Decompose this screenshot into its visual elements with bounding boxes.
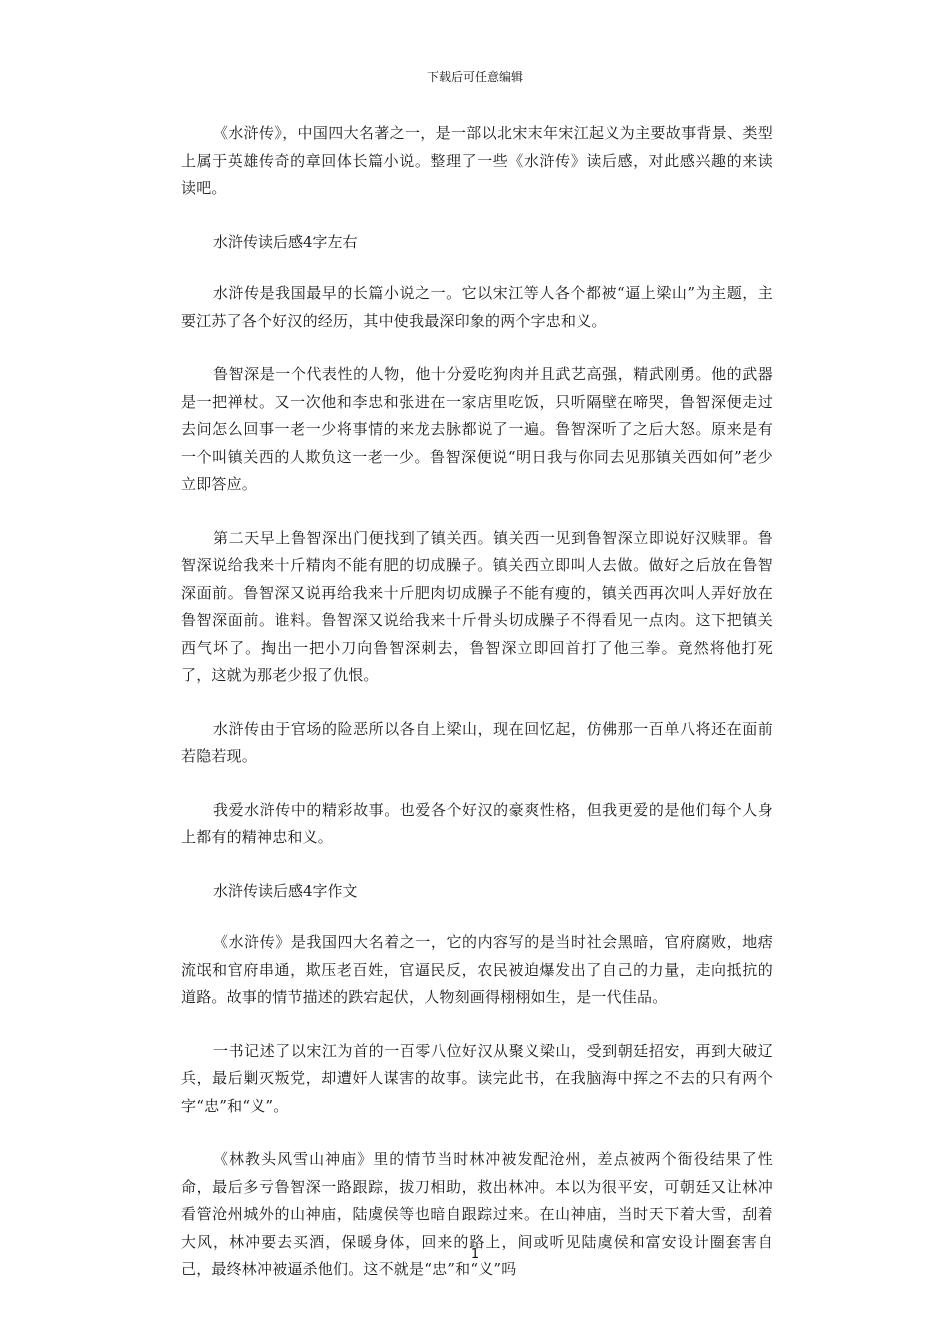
document-body (181, 120, 773, 1310)
paragraph: 水浒传由于官场的险恶所以各自上梁山，现在回忆起，仿佛那一百单八将还在面前若隐若现。 (181, 719, 773, 765)
page-header: 下载后可任意编辑 (426, 70, 523, 84)
section-heading-2: 水浒传读后感4字作文 (213, 881, 358, 900)
section-heading-1: 水浒传读后感4字左右 (213, 232, 358, 251)
paragraph-intro: 《水浒传》，中国四大名著之一，是一部以北宋末年宋江起义为主要故事背景、类型上属于英雄传奇的章回体长篇小说。整理了一些《水浒传》读后感，对此感兴趣的来读读吧。 (181, 124, 773, 197)
paragraph: 水浒传是我国最早的长篇小说之一。它以宋江等人各个都被“逼上梁山”为主题，主要江苏了各个好汉的经历，其中使我最深印象的两个字忠和义。 (181, 284, 773, 330)
paragraph: 鲁智深是一个代表性的人物，他十分爱吃狗肉并且武艺高强，精武刚勇。他的武器是一把禅杖。又一次他和李忠和张进在一家店里吃饭，只听隔壁在啼哭，鲁智深便走过去问怎么回事一老一少将事情的来龙去脉都说了一遍。鲁智深听了之后大怒。原来是有一个叫镇关西的人欺负这一老一少。鲁智深便说“明日我与你同去见那镇关西如何”老少立即答应。 (181, 365, 773, 493)
paragraph: 一书记述了以宋江为首的一百零八位好汉从聚义梁山，受到朝廷招安，再到大破辽兵，最后剿灭叛党，却遭奸人谋害的故事。读完此书，在我脑海中挥之不去的只有两个字“忠”和“义”。 (181, 1041, 773, 1115)
paragraph: 第二天早上鲁智深出门便找到了镇关西。镇关西一见到鲁智深立即说好汉赎罪。鲁智深说给我来十斤精肉不能有肥的切成臊子。镇关西立即叫人去做。做好之后放在鲁智深面前。鲁智深又说再给我来十斤肥肉切成臊子不能有瘦的，镇关西再次叫人弄好放在鲁智深面前。谁料。鲁智深又说给我来十斤骨头切成臊子不得看见一点肉。这下把镇关西气坏了。掏出一把小刀向鲁智深刺去，鲁智深立即回首打了他三拳。竟然将他打死了，这就为那老少报了仇恨。 (181, 528, 773, 684)
page-number: 1 (470, 1247, 480, 1262)
paragraph: 我爱水浒传中的精彩故事。也爱各个好汉的豪爽性格，但我更爱的是他们每个人身上都有的精神忠和义。 (181, 800, 773, 846)
paragraph: 《水浒传》是我国四大名着之一，它的内容写的是当时社会黑暗，官府腐败，地痞流氓和官府串通，欺压老百姓，官逼民反，农民被迫爆发出了自己的力量，走向抵抗的道路。故事的情节描述的跌宕起伏，人物刻画得栩栩如生，是一代佳品。 (181, 933, 773, 1006)
paragraph: 《林教头风雪山神庙》里的情节当时林冲被发配沧州，差点被两个衙役结果了性命，最后多亏鲁智深一路跟踪，拔刀相助，救出林冲。本以为很平安，可朝廷又让林冲看管沧州城外的山神庙，陆虞侯等也暗自跟踪过来。在山神庙，当时天下着大雪，刮着大风，林冲要去买酒，保暖身体，回来的路上，间或听见陆虞侯和富安设计圈套害自己，最终林冲被逼杀他们。这不就是“忠”和“义”吗 (181, 1150, 773, 1278)
